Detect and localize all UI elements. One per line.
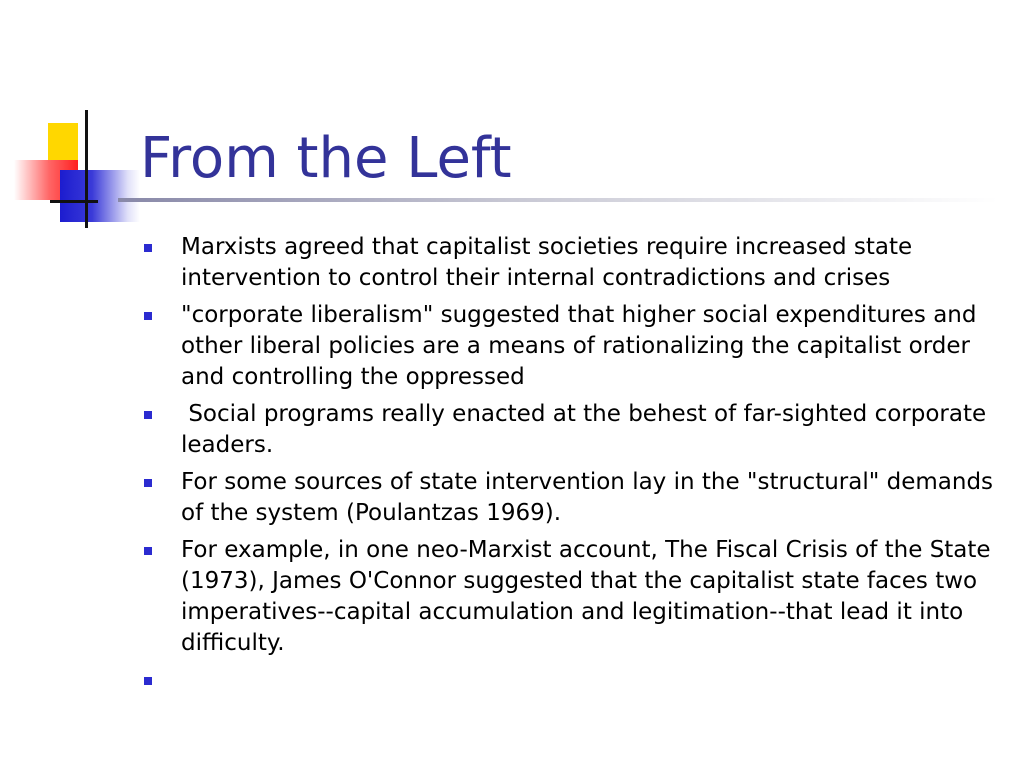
bullet-square-icon [144,312,152,320]
bullet-square-icon [144,677,152,685]
blue-square [60,170,140,222]
bullet-item [142,535,1004,659]
bullet-item [142,232,1004,294]
bullet-square-icon [144,411,152,419]
bullet-square-icon [144,479,152,487]
bullet-list [142,232,1004,702]
yellow-square [48,123,78,163]
vertical-line [85,110,88,228]
bullet-text: For some sources of state intervention lay in the "structural" demands of the system (Poulantzas 1969). [181,469,994,526]
bullet-square-icon [144,244,152,252]
bullet-text: Social programs really enacted at the behest of far-sighted corporate leaders. [181,401,994,458]
bullet-item [142,399,1004,461]
bullet-text: For example, in one neo-Marxist account, The Fiscal Crisis of the State (1973), James O'Connor suggested that the capitalist state faces two imperatives--capital accumulation and legitimation--that lead it into difficulty. [181,537,991,656]
title-underline [118,198,998,202]
horizontal-line [50,200,98,203]
bullet-text: Marxists agreed that capitalist societies require increased state intervention to control their internal contradictions and crises [181,234,913,291]
bullet-square-icon [144,547,152,555]
bullet-text: "corporate liberalism" suggested that higher social expenditures and other liberal policies are a means of rationalizing the capitalist order and controlling the oppressed [181,302,977,390]
slide-title: From the Left [140,126,512,191]
bullet-item-empty [142,665,1004,696]
bullet-item [142,467,1004,529]
decorative-logo [0,0,140,240]
bullet-item [142,300,1004,393]
